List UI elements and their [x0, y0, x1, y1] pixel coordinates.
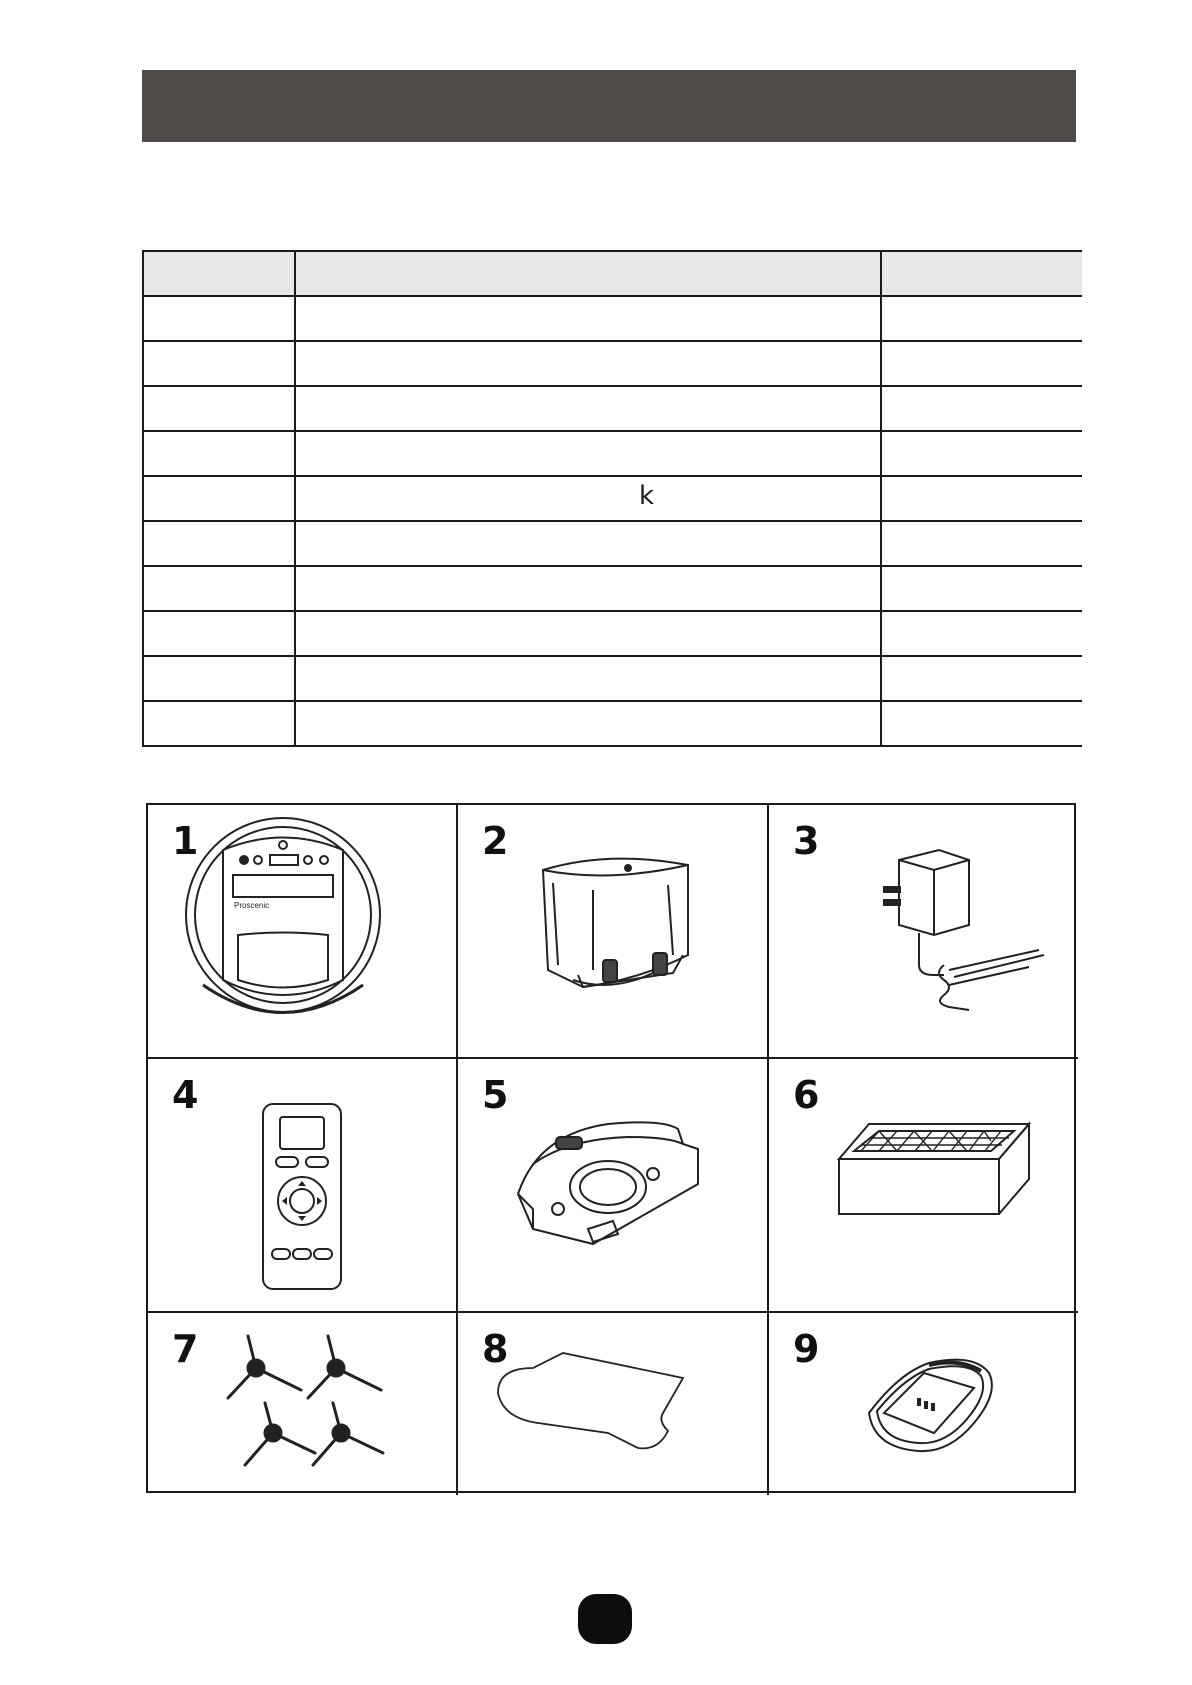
- table-row: [143, 521, 1082, 566]
- table-row: [143, 431, 1082, 476]
- item-cell-5: [458, 1059, 769, 1313]
- item-cell-8: [458, 1313, 769, 1495]
- item-number: 6: [793, 1073, 820, 1117]
- section-header-bar: [142, 70, 1076, 142]
- remote-control-icon: [148, 1059, 456, 1311]
- table-row: [143, 566, 1082, 611]
- svg-text:Proscenic: Proscenic: [234, 901, 270, 910]
- stray-text: k: [639, 481, 655, 511]
- item-number: 9: [793, 1327, 820, 1371]
- item-cell-4: [148, 1059, 458, 1313]
- side-brushes-icon: [148, 1313, 456, 1493]
- item-number: 5: [482, 1073, 509, 1117]
- item-number: 1: [172, 819, 199, 863]
- contents-grid: [146, 803, 1076, 1493]
- charging-dock-icon: [458, 805, 767, 1057]
- table-row: [143, 656, 1082, 701]
- item-cell-7: [148, 1313, 458, 1495]
- item-number: 8: [482, 1327, 509, 1371]
- cleaning-tool-icon: [769, 1313, 1076, 1493]
- item-cell-3: [769, 805, 1078, 1059]
- item-number: 7: [172, 1327, 199, 1371]
- item-number: 4: [172, 1073, 199, 1117]
- page-number-badge: [578, 1594, 632, 1644]
- item-cell-6: [769, 1059, 1078, 1313]
- power-adapter-icon: [769, 805, 1076, 1057]
- table-header-row: [143, 251, 1082, 296]
- robot-vacuum-icon: [148, 805, 456, 1057]
- item-cell-9: [769, 1313, 1078, 1495]
- table-row: [143, 476, 1082, 521]
- item-number: 2: [482, 819, 509, 863]
- hepa-filter-icon: [769, 1059, 1076, 1311]
- table-row: [143, 386, 1082, 431]
- item-cell-2: [458, 805, 769, 1059]
- table-row: [143, 296, 1082, 341]
- table-row: [143, 701, 1082, 746]
- table-row: [143, 611, 1082, 656]
- table-row: [143, 341, 1082, 386]
- mop-attachment-icon: [458, 1059, 767, 1311]
- item-number: 3: [793, 819, 820, 863]
- mop-cloth-icon: [458, 1313, 767, 1493]
- parts-table: [142, 250, 1082, 747]
- item-cell-1: [148, 805, 458, 1059]
